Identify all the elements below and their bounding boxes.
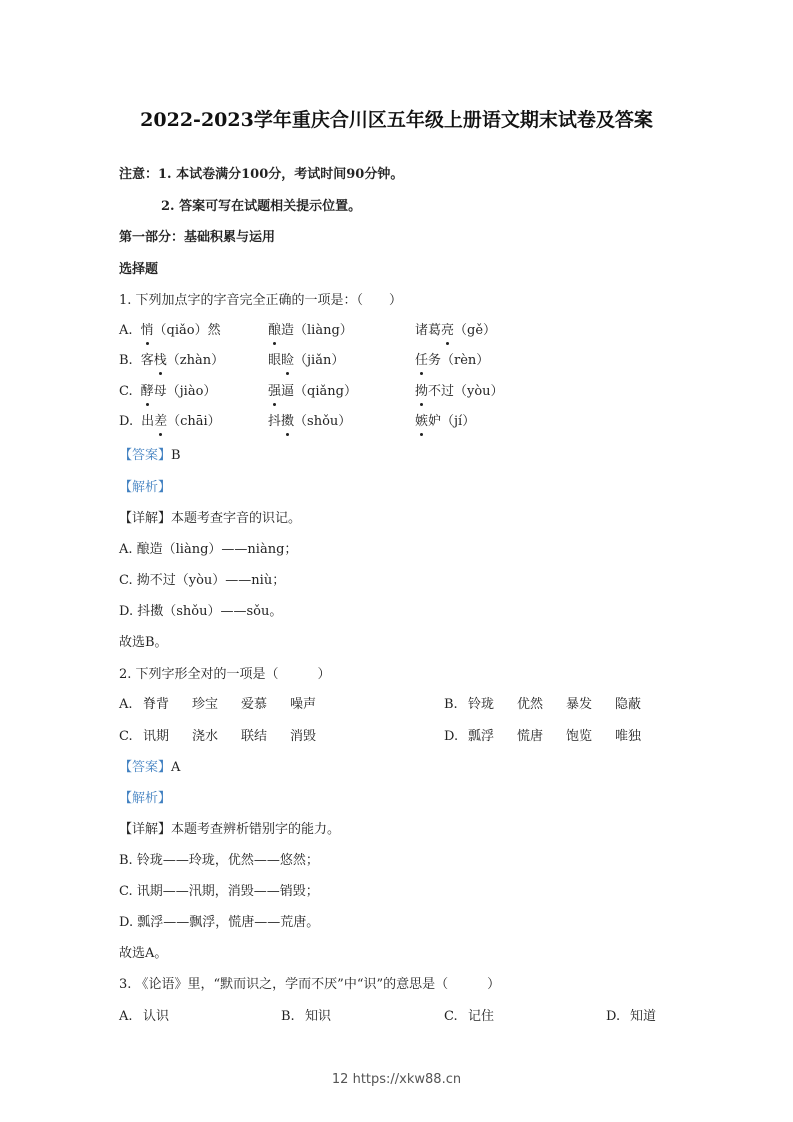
q1-option-cell (119, 383, 216, 401)
option-text: （qiǎo）然 (153, 323, 221, 338)
option-label: D. (444, 729, 459, 744)
option-word: 联结 (241, 729, 268, 744)
option-label: B. (119, 353, 133, 368)
option-label: B. (281, 1009, 295, 1024)
q1-analysis-tag: 【解析】 (119, 480, 172, 495)
q1-detail-a: A. 酿造（liàng）——niàng； (119, 542, 298, 557)
dotted-char: 悄 (140, 323, 154, 338)
dotted-char: 差 (154, 414, 168, 429)
option-label: B. (444, 697, 458, 712)
option-word: 珍宝 (192, 697, 219, 712)
option-label: A. (119, 323, 133, 338)
dotted-char: 酵 (140, 384, 154, 399)
q1-detail-c: C. 拗不过（yòu）——niù； (119, 573, 286, 588)
option-label: C. (444, 1009, 458, 1024)
option-text: 客 (140, 353, 154, 368)
q2-conclusion: 故选A。 (119, 946, 168, 961)
q2-detail-c: C. 讯期——汛期，消毁——销毁； (119, 884, 319, 899)
q1-option-cell (268, 383, 357, 401)
option-text: 母（jiào） (153, 384, 217, 399)
question-2-stem: 2. 下列字形全对的一项是（ ） (119, 667, 331, 682)
option-label: D. (119, 414, 134, 429)
option-text: 不过（yòu） (428, 384, 504, 399)
dotted-char: 擞 (281, 414, 295, 429)
option-word: 爱慕 (241, 697, 268, 712)
section-heading: 选择题 (119, 262, 159, 277)
option-word: 讯期 (143, 729, 170, 744)
option-text: 妒（jí） (428, 414, 476, 429)
option-text: 务（rèn） (428, 353, 490, 368)
notice-line-2: 2. 答案可写在试题相关提示位置。 (161, 199, 362, 214)
option-text: 知识 (305, 1009, 332, 1024)
option-text: 逼（qiǎng） (281, 384, 357, 399)
answer-tag: 【答案】 (119, 448, 172, 463)
q1-option-cell (119, 413, 221, 431)
option-text: 眼 (268, 353, 282, 368)
question-3-stem: 3. 《论语》里，“默而识之，学而不厌”中“识”的意思是（ ） (119, 977, 501, 992)
answer-value: B (171, 448, 181, 463)
q2-detail: 【详解】本题考查辨析错别字的能力。 (119, 822, 341, 837)
q1-detail: 【详解】本题考查字音的识记。 (119, 511, 302, 526)
notice-line-1: 注意：1. 本试卷满分100分，考试时间90分钟。 (119, 167, 404, 182)
option-word: 噪声 (290, 697, 317, 712)
dotted-char: 拗 (415, 384, 429, 399)
dotted-char: 睑 (281, 353, 295, 368)
dotted-char: 强 (268, 384, 282, 399)
part-heading: 第一部分：基础积累与运用 (119, 230, 276, 245)
dotted-char: 栈 (153, 353, 167, 368)
option-label: C. (119, 384, 133, 399)
q1-option-cell (119, 322, 221, 340)
option-word: 浇水 (192, 729, 219, 744)
q1-option-cell (415, 383, 504, 401)
document-title: 2022-2023学年重庆合川区五年级上册语文期末试卷及答案 (140, 109, 653, 131)
q2-analysis-tag: 【解析】 (119, 791, 172, 806)
q1-option-cell (119, 352, 224, 370)
option-label: D. (606, 1009, 621, 1024)
option-word: 慌唐 (517, 729, 544, 744)
q1-detail-d: D. 抖擞（shǒu）——sǒu。 (119, 604, 283, 619)
q1-option-cell (268, 413, 351, 431)
option-text: 造（liàng） (281, 323, 353, 338)
q1-option-cell (268, 352, 344, 370)
option-label: C. (119, 729, 133, 744)
option-word: 唯独 (615, 729, 642, 744)
q2-detail-d: D. 瓢浮——飘浮，慌唐——荒唐。 (119, 915, 320, 930)
q1-conclusion: 故选B。 (119, 635, 168, 650)
option-text: 知道 (630, 1009, 657, 1024)
option-text: （zhàn） (166, 353, 225, 368)
option-text: 记住 (468, 1009, 495, 1024)
dotted-char: 亮 (441, 323, 455, 338)
option-label: A. (119, 697, 133, 712)
option-word: 铃珑 (468, 697, 495, 712)
page-footer: 12 https://xkw88.cn (331, 1072, 462, 1087)
option-text: 认识 (143, 1009, 170, 1024)
q1-answer (119, 447, 181, 465)
option-word: 优然 (517, 697, 544, 712)
option-word: 暴发 (566, 697, 593, 712)
answer-value: A (171, 760, 181, 775)
q1-option-cell (415, 413, 475, 431)
option-text: （chāi） (167, 414, 221, 429)
option-word: 消毁 (290, 729, 317, 744)
question-1-stem: 1. 下列加点字的字音完全正确的一项是：（ ） (119, 293, 403, 308)
option-label: A. (119, 1009, 133, 1024)
option-text: （gě） (454, 323, 497, 338)
q2-detail-b: B. 铃珑——玲珑，优然——悠然； (119, 853, 319, 868)
option-word: 隐蔽 (615, 697, 642, 712)
q1-option-cell (415, 322, 496, 340)
option-text: 诸葛 (415, 323, 442, 338)
option-word: 饱览 (566, 729, 593, 744)
q2-answer (119, 759, 180, 777)
option-text: （jiǎn） (294, 353, 345, 368)
dotted-char: 任 (415, 353, 429, 368)
dotted-char: 嫉 (415, 414, 429, 429)
option-text: （shǒu） (294, 414, 352, 429)
answer-tag: 【答案】 (119, 760, 172, 775)
option-text: 抖 (268, 414, 282, 429)
option-word: 脊背 (143, 697, 170, 712)
q1-option-cell (415, 352, 489, 370)
option-text: 出 (141, 414, 155, 429)
option-word: 瓢浮 (468, 729, 495, 744)
q1-option-cell (268, 322, 353, 340)
dotted-char: 酿 (268, 323, 282, 338)
